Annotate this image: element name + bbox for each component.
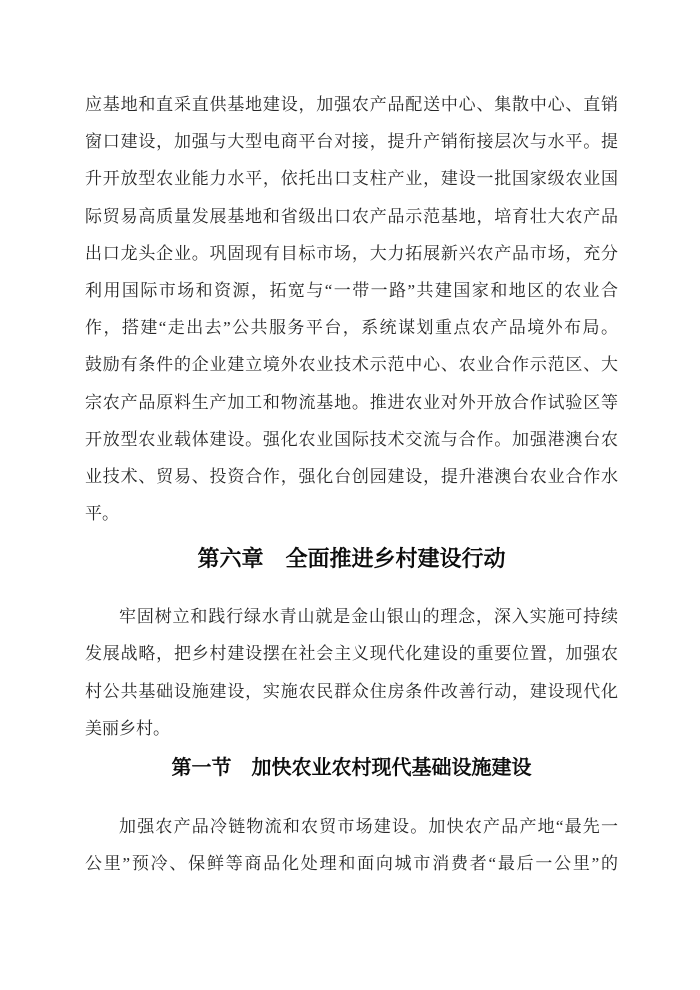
paragraph-rural-construction-intro xyxy=(85,598,618,747)
text-line: 牢固树立和践行绿水青山就是金山银山的理念，深入实施可持续 xyxy=(119,607,618,627)
text-line: 利用国际市场和资源，拓宽与“一带一路”共建国家和地区的农业合 xyxy=(85,280,618,300)
chapter-heading: 第六章 全面推进乡村建设行动 xyxy=(197,546,506,572)
text-line: 发展战略，把乡村建设摆在社会主义现代化建设的重要位置，加强农 xyxy=(85,644,618,664)
text-line: 加强农产品冷链物流和农贸市场建设。加快农产品产地“最先一 xyxy=(119,817,618,836)
text-line: 作，搭建“走出去”公共服务平台，系统谋划重点农产品境外布局。 xyxy=(85,318,618,338)
text-line: 升开放型农业能力水平，依托出口支柱产业，建设一批国家级农业国 xyxy=(85,169,618,189)
text-line: 宗农产品原料生产加工和物流基地。推进农业对外开放合作试验区等 xyxy=(85,392,618,412)
paragraph-agricultural-trade xyxy=(85,86,618,532)
section-heading: 第一节 加快农业农村现代基础设施建设 xyxy=(171,757,532,779)
text-line: 美丽乡村。 xyxy=(85,718,170,738)
text-line: 窗口建设，加强与大型电商平台对接，提升产销衔接层次与水平。提 xyxy=(85,132,618,152)
text-line: 平。 xyxy=(85,504,119,524)
text-line: 业技术、贸易、投资合作，强化台创园建设，提升港澳台农业合作水 xyxy=(85,466,618,486)
text-line: 村公共基础设施建设，实施农民群众住房条件改善行动，建设现代化 xyxy=(85,681,618,701)
text-line: 开放型农业载体建设。强化农业国际技术交流与合作。加强港澳台农 xyxy=(85,429,618,449)
text-line: 鼓励有条件的企业建立境外农业技术示范中心、农业合作示范区、大 xyxy=(85,355,618,375)
paragraph-cold-chain-logistics xyxy=(85,808,618,882)
text-line: 际贸易高质量发展基地和省级出口农产品示范基地，培育壮大农产品 xyxy=(85,206,618,226)
text-line: 出口龙头企业。巩固现有目标市场，大力拓展新兴农产品市场，充分 xyxy=(85,243,618,263)
text-line: 应基地和直采直供基地建设，加强农产品配送中心、集散中心、直销 xyxy=(85,95,618,114)
text-line: 公里”预冷、保鲜等商品化处理和面向城市消费者“最后一公里”的 xyxy=(85,854,618,874)
